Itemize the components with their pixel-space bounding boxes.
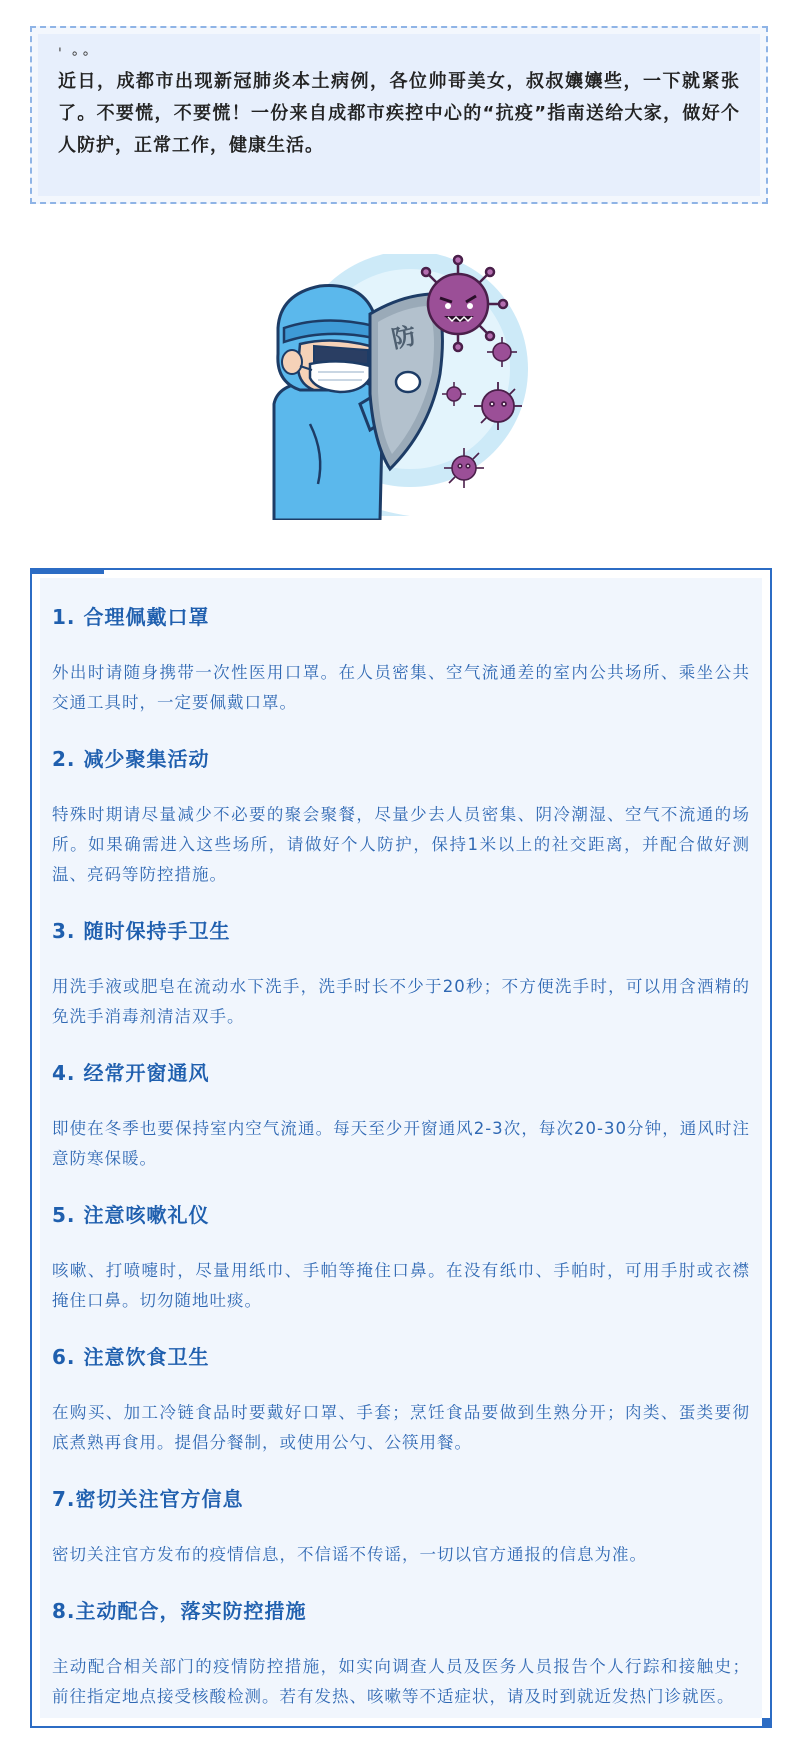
tip-body: 外出时请随身携带一次性医用口罩。在人员密集、空气流通差的室内公共场所、乘坐公共交通工具时，一定要佩戴口罩。 xyxy=(52,663,750,712)
tip-body: 用洗手液或肥皂在流动水下洗手，洗手时长不少于20秒；不方便洗手时，可以用含酒精的免洗手消毒剂清洁双手。 xyxy=(52,977,750,1026)
tip-body: 即使在冬季也要保持室内空气流通。每天至少开窗通风2-3次，每次20-30分钟，通风时注意防寒保暖。 xyxy=(52,1119,750,1168)
tip-item xyxy=(52,1596,750,1712)
tip-item xyxy=(52,1058,750,1174)
tip-body: 特殊时期请尽量减少不必要的聚会聚餐，尽量少去人员密集、阴冷潮湿、空气不流通的场所。如果确需进入这些场所，请做好个人防护，保持1米以上的社交距离，并配合做好测温、亮码等防控措施。 xyxy=(52,805,750,884)
shield-text: 防 xyxy=(389,321,419,354)
tips-list xyxy=(40,578,762,1718)
tip-title: 7.密切关注官方信息 xyxy=(52,1487,244,1511)
tip-body: 主动配合相关部门的疫情防控措施，如实向调查人员及医务人员报告个人行踪和接触史；前往指定地点接受核酸检测。若有发热、咳嗽等不适症状，请及时到就近发热门诊就医。 xyxy=(52,1657,750,1706)
tip-title: 3. 随时保持手卫生 xyxy=(52,919,231,943)
tip-title: 5. 注意咳嗽礼仪 xyxy=(52,1203,210,1227)
tip-body: 在购买、加工冷链食品时要戴好口罩、手套；烹饪食品要做到生熟分开；肉类、蛋类要彻底煮熟再食用。提倡分餐制，或使用公勺、公筷用餐。 xyxy=(52,1403,750,1452)
tip-item xyxy=(52,1342,750,1458)
tip-title: 2. 减少聚集活动 xyxy=(52,747,210,771)
panel-accent-corner xyxy=(762,1718,772,1728)
intro-inner xyxy=(38,34,760,196)
tip-body: 咳嗽、打喷嚏时，尽量用纸巾、手帕等掩住口鼻。在没有纸巾、手帕时，可用手肘或衣襟掩住口鼻。切勿随地吐痰。 xyxy=(52,1261,750,1310)
tip-item xyxy=(52,744,750,890)
tip-item xyxy=(52,916,750,1032)
intro-text: 近日，成都市出现新冠肺炎本土病例，各位帅哥美女，叔叔孃孃些，一下就紧张了。不要慌，不要慌！一份来自成都市疾控中心的“抗疫”指南送给大家，做好个人防护，正常工作，健康生活。 xyxy=(58,71,740,156)
illustration xyxy=(270,254,536,520)
tip-body: 密切关注官方发布的疫情信息，不信谣不传谣，一切以官方通报的信息为准。 xyxy=(52,1545,647,1564)
tip-item xyxy=(52,1200,750,1316)
tip-item xyxy=(52,602,750,718)
tip-item xyxy=(52,1484,750,1570)
panel-accent-bar xyxy=(30,568,104,574)
tip-title: 4. 经常开窗通风 xyxy=(52,1061,210,1085)
intro-quote-mark: ' ∘∘ xyxy=(58,46,92,62)
tip-title: 6. 注意饮食卫生 xyxy=(52,1345,210,1369)
tip-title: 8.主动配合，落实防控措施 xyxy=(52,1599,307,1623)
tips-panel xyxy=(30,568,772,1728)
tip-title: 1. 合理佩戴口罩 xyxy=(52,605,210,629)
intro-box xyxy=(30,26,768,204)
